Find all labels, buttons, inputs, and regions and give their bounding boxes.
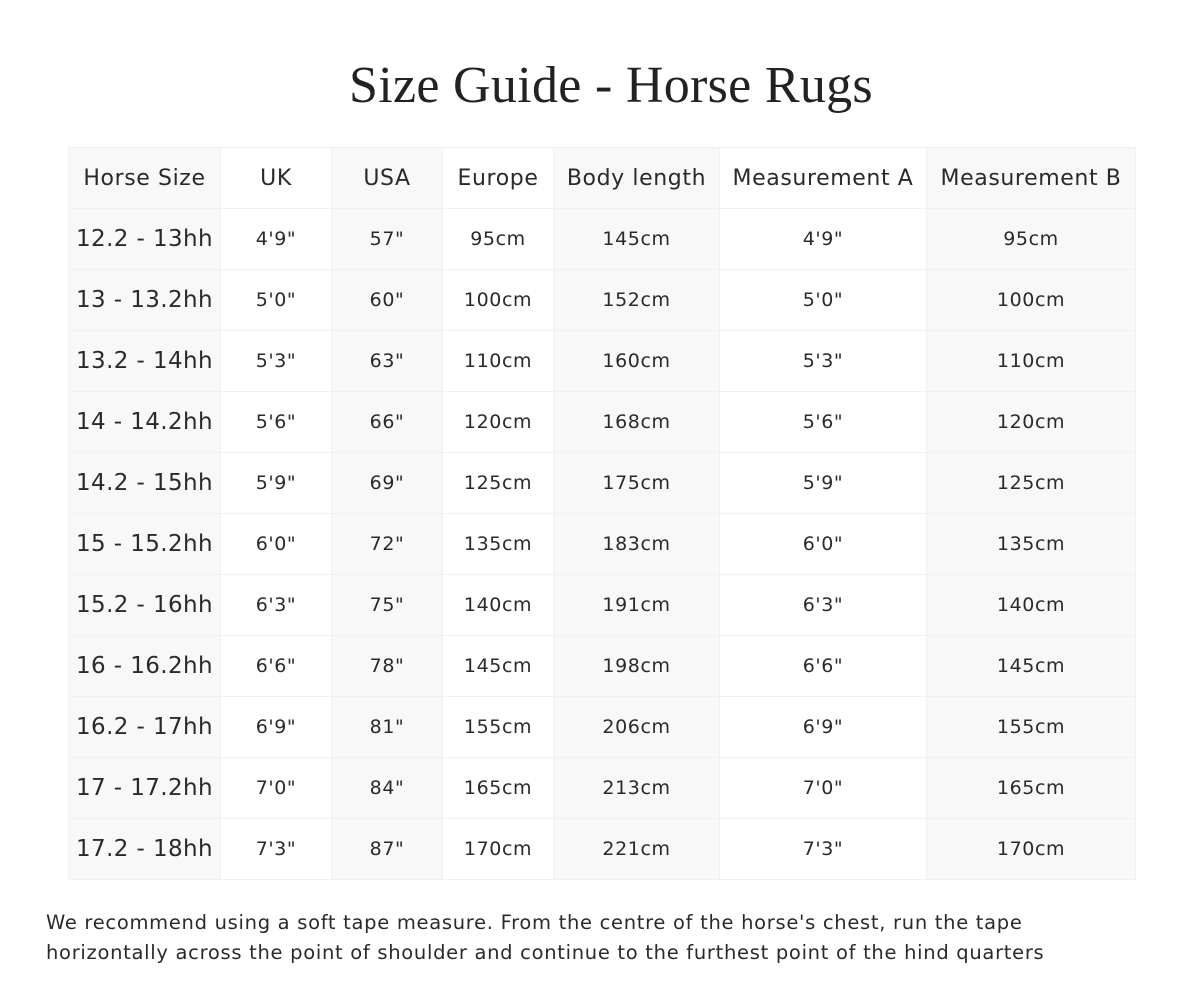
cell-uk: 6'6"	[221, 636, 332, 697]
table-header-row	[69, 148, 1136, 209]
cell-body-length: 191cm	[554, 575, 720, 636]
cell-measurement-a: 5'6"	[720, 392, 927, 453]
cell-horse-size: 14.2 - 15hh	[69, 453, 221, 514]
cell-horse-size: 13.2 - 14hh	[69, 331, 221, 392]
cell-europe: 140cm	[443, 575, 554, 636]
measuring-note-line-1: We recommend using a soft tape measure. From the centre of the horse's chest, run the tape	[46, 911, 1023, 934]
table-row	[69, 575, 1136, 636]
cell-measurement-b: 155cm	[927, 697, 1136, 758]
table-row	[69, 270, 1136, 331]
table-row	[69, 819, 1136, 880]
cell-body-length: 160cm	[554, 331, 720, 392]
cell-uk: 4'9"	[221, 209, 332, 270]
cell-usa: 78"	[332, 636, 443, 697]
cell-horse-size: 12.2 - 13hh	[69, 209, 221, 270]
cell-usa: 87"	[332, 819, 443, 880]
cell-measurement-a: 6'3"	[720, 575, 927, 636]
cell-usa: 81"	[332, 697, 443, 758]
cell-measurement-b: 95cm	[927, 209, 1136, 270]
cell-body-length: 183cm	[554, 514, 720, 575]
table-row	[69, 331, 1136, 392]
table-row	[69, 453, 1136, 514]
cell-measurement-b: 110cm	[927, 331, 1136, 392]
cell-body-length: 221cm	[554, 819, 720, 880]
cell-measurement-b: 135cm	[927, 514, 1136, 575]
cell-measurement-a: 7'0"	[720, 758, 927, 819]
table-row	[69, 209, 1136, 270]
page-title: Size Guide - Horse Rugs	[349, 57, 873, 114]
cell-usa: 63"	[332, 331, 443, 392]
table-row	[69, 392, 1136, 453]
cell-usa: 57"	[332, 209, 443, 270]
cell-measurement-b: 125cm	[927, 453, 1136, 514]
size-guide-table	[68, 147, 1136, 880]
cell-europe: 155cm	[443, 697, 554, 758]
cell-body-length: 152cm	[554, 270, 720, 331]
header-usa: USA	[332, 148, 443, 209]
cell-measurement-b: 145cm	[927, 636, 1136, 697]
cell-horse-size: 15 - 15.2hh	[69, 514, 221, 575]
cell-usa: 60"	[332, 270, 443, 331]
cell-body-length: 168cm	[554, 392, 720, 453]
cell-usa: 75"	[332, 575, 443, 636]
table-row	[69, 758, 1136, 819]
cell-uk: 5'3"	[221, 331, 332, 392]
cell-europe: 135cm	[443, 514, 554, 575]
cell-measurement-a: 5'0"	[720, 270, 927, 331]
cell-horse-size: 16.2 - 17hh	[69, 697, 221, 758]
cell-measurement-b: 170cm	[927, 819, 1136, 880]
header-body-length: Body length	[554, 148, 720, 209]
cell-uk: 5'9"	[221, 453, 332, 514]
cell-uk: 6'0"	[221, 514, 332, 575]
cell-horse-size: 17.2 - 18hh	[69, 819, 221, 880]
cell-measurement-b: 120cm	[927, 392, 1136, 453]
cell-measurement-a: 5'3"	[720, 331, 927, 392]
cell-measurement-b: 140cm	[927, 575, 1136, 636]
cell-usa: 66"	[332, 392, 443, 453]
cell-uk: 6'3"	[221, 575, 332, 636]
cell-uk: 6'9"	[221, 697, 332, 758]
cell-measurement-a: 4'9"	[720, 209, 927, 270]
cell-europe: 170cm	[443, 819, 554, 880]
cell-europe: 165cm	[443, 758, 554, 819]
cell-europe: 145cm	[443, 636, 554, 697]
cell-measurement-a: 6'0"	[720, 514, 927, 575]
cell-body-length: 213cm	[554, 758, 720, 819]
table-row	[69, 697, 1136, 758]
cell-measurement-b: 100cm	[927, 270, 1136, 331]
cell-horse-size: 15.2 - 16hh	[69, 575, 221, 636]
cell-measurement-a: 6'6"	[720, 636, 927, 697]
cell-measurement-a: 5'9"	[720, 453, 927, 514]
cell-europe: 125cm	[443, 453, 554, 514]
header-horse-size: Horse Size	[69, 148, 221, 209]
cell-measurement-a: 6'9"	[720, 697, 927, 758]
cell-usa: 84"	[332, 758, 443, 819]
table-body	[69, 209, 1136, 880]
cell-uk: 5'6"	[221, 392, 332, 453]
cell-horse-size: 17 - 17.2hh	[69, 758, 221, 819]
header-europe: Europe	[443, 148, 554, 209]
table-row	[69, 514, 1136, 575]
table-row	[69, 636, 1136, 697]
cell-uk: 7'0"	[221, 758, 332, 819]
cell-measurement-a: 7'3"	[720, 819, 927, 880]
header-measurement-b: Measurement B	[927, 148, 1136, 209]
cell-usa: 69"	[332, 453, 443, 514]
cell-body-length: 145cm	[554, 209, 720, 270]
cell-europe: 110cm	[443, 331, 554, 392]
header-uk: UK	[221, 148, 332, 209]
cell-body-length: 198cm	[554, 636, 720, 697]
cell-uk: 5'0"	[221, 270, 332, 331]
cell-measurement-b: 165cm	[927, 758, 1136, 819]
cell-body-length: 175cm	[554, 453, 720, 514]
header-measurement-a: Measurement A	[720, 148, 927, 209]
cell-horse-size: 14 - 14.2hh	[69, 392, 221, 453]
cell-horse-size: 13 - 13.2hh	[69, 270, 221, 331]
cell-horse-size: 16 - 16.2hh	[69, 636, 221, 697]
cell-europe: 120cm	[443, 392, 554, 453]
cell-usa: 72"	[332, 514, 443, 575]
measuring-note	[46, 908, 1176, 968]
cell-europe: 100cm	[443, 270, 554, 331]
cell-europe: 95cm	[443, 209, 554, 270]
cell-uk: 7'3"	[221, 819, 332, 880]
measuring-note-line-2: horizontally across the point of shoulder and continue to the furthest point of the hind quarters	[46, 941, 1045, 964]
cell-body-length: 206cm	[554, 697, 720, 758]
